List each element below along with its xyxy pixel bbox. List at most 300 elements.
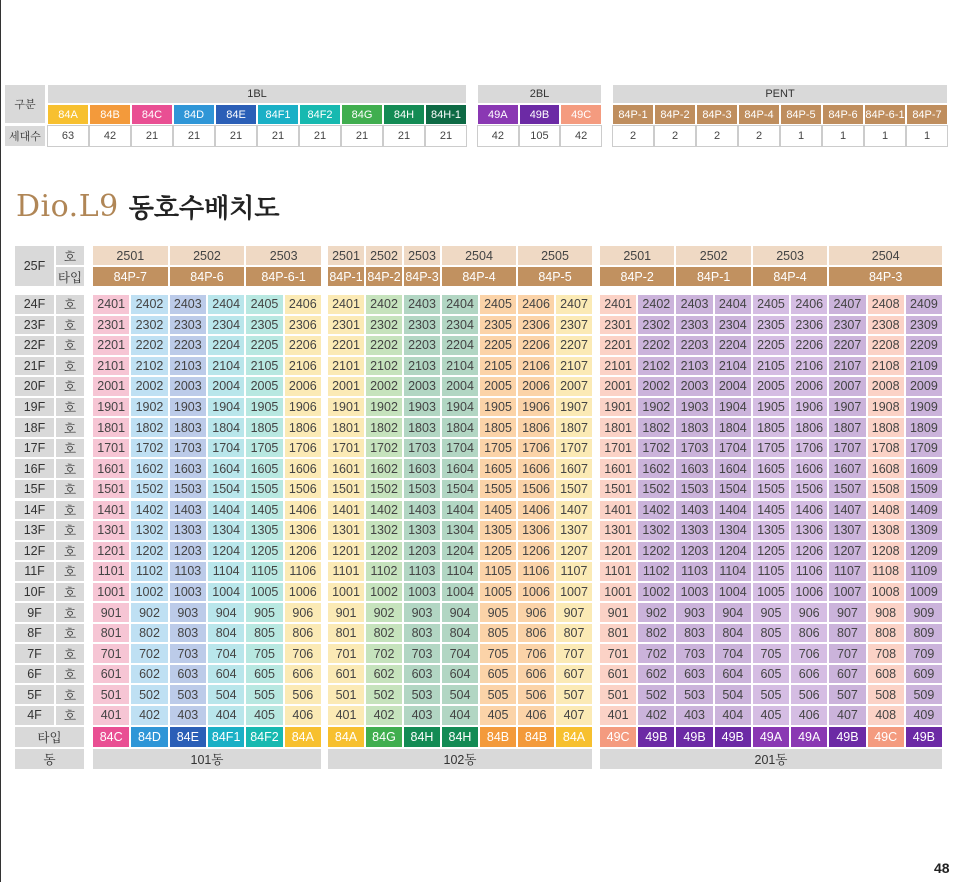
- unit-cell: 1409: [905, 500, 943, 521]
- unit-cell: 1606: [790, 458, 828, 479]
- unit-cell: 1302: [365, 520, 403, 541]
- unit-cell: 2401: [92, 294, 130, 315]
- unit-cell: 502: [130, 684, 168, 705]
- unit-cell: 606: [517, 664, 555, 685]
- unit-cell: 609: [905, 664, 943, 685]
- unit-cell: 1801: [327, 417, 365, 438]
- unit-cell: 1807: [828, 417, 866, 438]
- unit-cell: 2006: [790, 376, 828, 397]
- unit-type-chip: 49A: [790, 726, 828, 748]
- unit-cell: 2301: [599, 315, 637, 336]
- unit-cell: 808: [867, 623, 905, 644]
- unit-cell: 702: [130, 643, 168, 664]
- unit-cell: 2001: [599, 376, 637, 397]
- ho-label: 호: [55, 623, 85, 644]
- unit-cell: 706: [517, 643, 555, 664]
- unit-cell: 1706: [790, 438, 828, 459]
- household-count: 21: [341, 125, 383, 147]
- unit-cell: 1901: [599, 397, 637, 418]
- unit-cell: 2206: [517, 335, 555, 356]
- unit-cell: 1804: [714, 417, 752, 438]
- unit-cell: 1703: [169, 438, 207, 459]
- unit-cell: 1106: [790, 561, 828, 582]
- unit-cell: 1903: [403, 397, 441, 418]
- unit-cell: 2404: [441, 294, 479, 315]
- unit-cell: 2103: [169, 356, 207, 377]
- unit-cell: 1303: [675, 520, 713, 541]
- page-number: 48: [934, 860, 950, 876]
- unit-cell: 1106: [517, 561, 555, 582]
- ho-label: 호: [55, 458, 85, 479]
- unit-cell: 1706: [284, 438, 322, 459]
- unit-cell: 905: [245, 602, 283, 623]
- floor-label: 5F: [14, 684, 55, 705]
- unit-cell: 706: [284, 643, 322, 664]
- unit-cell: 2102: [130, 356, 168, 377]
- unit-cell: 1003: [169, 582, 207, 603]
- unit-type-chip: 84C: [92, 726, 130, 748]
- unit-cell: 2404: [714, 294, 752, 315]
- unit-cell: 1709: [905, 438, 943, 459]
- unit-cell: 1401: [599, 500, 637, 521]
- unit-cell: 703: [675, 643, 713, 664]
- unit-cell: 1303: [169, 520, 207, 541]
- type-chip: 49B: [519, 104, 561, 125]
- unit-cell: 1604: [714, 458, 752, 479]
- unit-cell: 1608: [867, 458, 905, 479]
- unit-cell: 2004: [714, 376, 752, 397]
- unit-cell: 701: [327, 643, 365, 664]
- unit-cell: 407: [555, 705, 593, 726]
- unit-cell: 801: [92, 623, 130, 644]
- unit-cell: 402: [637, 705, 675, 726]
- penthouse-ho: 2501: [599, 245, 675, 266]
- household-count: 42: [477, 125, 519, 147]
- unit-type-chip: 49C: [867, 726, 905, 748]
- type-chip: 84P-5: [780, 104, 822, 125]
- unit-cell: 401: [327, 705, 365, 726]
- type-chip: 84F1: [257, 104, 299, 125]
- unit-cell: 404: [714, 705, 752, 726]
- unit-cell: 1407: [555, 500, 593, 521]
- unit-cell: 1702: [365, 438, 403, 459]
- unit-cell: 1109: [905, 561, 943, 582]
- unit-cell: 508: [867, 684, 905, 705]
- household-count: 63: [47, 125, 89, 147]
- unit-cell: 1102: [637, 561, 675, 582]
- unit-cell: 602: [365, 664, 403, 685]
- unit-cell: 2301: [92, 315, 130, 336]
- unit-cell: 905: [479, 602, 517, 623]
- household-count: 1: [864, 125, 906, 147]
- unit-cell: 1504: [714, 479, 752, 500]
- penthouse-type: 84P-7: [92, 266, 169, 287]
- unit-cell: 608: [867, 664, 905, 685]
- unit-cell: 1505: [752, 479, 790, 500]
- unit-cell: 505: [245, 684, 283, 705]
- floor-label: 19F: [14, 397, 55, 418]
- unit-cell: 1705: [752, 438, 790, 459]
- unit-cell: 1602: [365, 458, 403, 479]
- unit-cell: 1102: [130, 561, 168, 582]
- ho-label: 호: [55, 245, 85, 266]
- unit-cell: 1403: [169, 500, 207, 521]
- unit-cell: 1404: [714, 500, 752, 521]
- unit-cell: 906: [284, 602, 322, 623]
- unit-cell: 1903: [169, 397, 207, 418]
- unit-cell: 1305: [245, 520, 283, 541]
- unit-cell: 2306: [517, 315, 555, 336]
- unit-cell: 1802: [365, 417, 403, 438]
- unit-cell: 2201: [327, 335, 365, 356]
- type-chip: 84D: [173, 104, 215, 125]
- unit-cell: 2303: [169, 315, 207, 336]
- unit-cell: 401: [599, 705, 637, 726]
- unit-cell: 701: [599, 643, 637, 664]
- type-chip: 84P-4: [738, 104, 780, 125]
- unit-cell: 1902: [130, 397, 168, 418]
- unit-cell: 506: [790, 684, 828, 705]
- unit-cell: 2405: [752, 294, 790, 315]
- penthouse-type: 84P-4: [752, 266, 828, 287]
- unit-cell: 1509: [905, 479, 943, 500]
- unit-cell: 2205: [245, 335, 283, 356]
- unit-cell: 1406: [790, 500, 828, 521]
- unit-cell: 1005: [752, 582, 790, 603]
- type-chip: 84P-6-1: [864, 104, 906, 125]
- unit-cell: 2103: [403, 356, 441, 377]
- unit-cell: 1308: [867, 520, 905, 541]
- household-count: 2: [696, 125, 738, 147]
- unit-cell: 1201: [327, 541, 365, 562]
- unit-cell: 505: [479, 684, 517, 705]
- unit-cell: 1707: [555, 438, 593, 459]
- unit-cell: 902: [365, 602, 403, 623]
- unit-cell: 1904: [207, 397, 245, 418]
- penthouse-type: 84P-3: [403, 266, 441, 287]
- unit-cell: 1901: [92, 397, 130, 418]
- ho-label: 호: [55, 397, 85, 418]
- unit-cell: 1902: [365, 397, 403, 418]
- unit-cell: 501: [92, 684, 130, 705]
- unit-cell: 2005: [479, 376, 517, 397]
- unit-cell: 2406: [284, 294, 322, 315]
- page-title: [16, 186, 279, 226]
- ho-label: 호: [55, 541, 85, 562]
- unit-cell: 2303: [403, 315, 441, 336]
- unit-cell: 1206: [284, 541, 322, 562]
- unit-cell: 406: [790, 705, 828, 726]
- unit-cell: 505: [752, 684, 790, 705]
- ho-label: 호: [55, 705, 85, 726]
- unit-cell: 2009: [905, 376, 943, 397]
- unit-cell: 1906: [790, 397, 828, 418]
- unit-cell: 1901: [327, 397, 365, 418]
- ho-label: 호: [55, 294, 85, 315]
- ho-label: 호: [55, 479, 85, 500]
- unit-cell: 2104: [441, 356, 479, 377]
- unit-cell: 1004: [714, 582, 752, 603]
- unit-cell: 1002: [365, 582, 403, 603]
- unit-cell: 2308: [867, 315, 905, 336]
- floor-label: 16F: [14, 458, 55, 479]
- unit-type-chip: 84H: [441, 726, 479, 748]
- unit-cell: 1503: [675, 479, 713, 500]
- floor-label: 14F: [14, 500, 55, 521]
- floor-label: 15F: [14, 479, 55, 500]
- penthouse-ho: 2501: [92, 245, 169, 266]
- unit-cell: 1009: [905, 582, 943, 603]
- unit-cell: 2304: [207, 315, 245, 336]
- unit-cell: 1607: [828, 458, 866, 479]
- penthouse-ho: 2503: [245, 245, 322, 266]
- households-label: 세대수: [4, 125, 46, 147]
- category-label: 구분: [4, 84, 46, 124]
- unit-cell: 1301: [92, 520, 130, 541]
- unit-cell: 1005: [479, 582, 517, 603]
- unit-cell: 2206: [284, 335, 322, 356]
- unit-cell: 1604: [207, 458, 245, 479]
- household-count: 2: [654, 125, 696, 147]
- unit-cell: 1503: [403, 479, 441, 500]
- unit-cell: 1705: [245, 438, 283, 459]
- unit-cell: 1803: [403, 417, 441, 438]
- unit-cell: 2406: [517, 294, 555, 315]
- unit-cell: 1006: [284, 582, 322, 603]
- unit-cell: 2107: [828, 356, 866, 377]
- unit-cell: 403: [403, 705, 441, 726]
- unit-cell: 1309: [905, 520, 943, 541]
- unit-cell: 504: [207, 684, 245, 705]
- unit-cell: 2106: [517, 356, 555, 377]
- unit-cell: 1607: [555, 458, 593, 479]
- type-chip: 84H: [383, 104, 425, 125]
- floor-label: 20F: [14, 376, 55, 397]
- unit-cell: 1603: [169, 458, 207, 479]
- unit-cell: 1701: [327, 438, 365, 459]
- unit-cell: 1708: [867, 438, 905, 459]
- unit-cell: 803: [675, 623, 713, 644]
- unit-cell: 1405: [479, 500, 517, 521]
- unit-type-chip: 84A: [327, 726, 365, 748]
- floor-label: 22F: [14, 335, 55, 356]
- unit-cell: 1101: [327, 561, 365, 582]
- unit-type-chip: 84B: [517, 726, 555, 748]
- unit-cell: 2303: [675, 315, 713, 336]
- penthouse-ho: 2503: [752, 245, 828, 266]
- unit-cell: 2406: [790, 294, 828, 315]
- unit-cell: 403: [675, 705, 713, 726]
- group-header: 1BL: [47, 84, 467, 104]
- unit-cell: 1401: [92, 500, 130, 521]
- penthouse-ho: 2502: [675, 245, 751, 266]
- unit-cell: 2101: [327, 356, 365, 377]
- unit-cell: 2103: [675, 356, 713, 377]
- ho-label: 호: [55, 643, 85, 664]
- unit-cell: 2002: [637, 376, 675, 397]
- unit-cell: 907: [828, 602, 866, 623]
- unit-cell: 1103: [403, 561, 441, 582]
- unit-cell: 2305: [479, 315, 517, 336]
- unit-cell: 2302: [637, 315, 675, 336]
- unit-cell: 908: [867, 602, 905, 623]
- unit-cell: 1202: [637, 541, 675, 562]
- unit-cell: 1201: [92, 541, 130, 562]
- unit-cell: 1905: [752, 397, 790, 418]
- unit-cell: 802: [130, 623, 168, 644]
- unit-type-chip: 84A: [284, 726, 322, 748]
- unit-cell: 806: [790, 623, 828, 644]
- unit-cell: 1609: [905, 458, 943, 479]
- floor-label: 21F: [14, 356, 55, 377]
- penthouse-type: 84P-3: [828, 266, 943, 287]
- unit-cell: 2407: [555, 294, 593, 315]
- unit-cell: 602: [130, 664, 168, 685]
- unit-cell: 702: [365, 643, 403, 664]
- unit-type-chip: 84A: [555, 726, 593, 748]
- unit-cell: 1006: [517, 582, 555, 603]
- unit-cell: 1304: [714, 520, 752, 541]
- unit-cell: 806: [517, 623, 555, 644]
- unit-cell: 1207: [828, 541, 866, 562]
- unit-cell: 1907: [828, 397, 866, 418]
- unit-cell: 2007: [555, 376, 593, 397]
- unit-cell: 1206: [517, 541, 555, 562]
- type-chip: 84F2: [299, 104, 341, 125]
- unit-cell: 1507: [555, 479, 593, 500]
- unit-cell: 2104: [207, 356, 245, 377]
- unit-cell: 2306: [284, 315, 322, 336]
- unit-cell: 1808: [867, 417, 905, 438]
- unit-cell: 1809: [905, 417, 943, 438]
- unit-cell: 1004: [207, 582, 245, 603]
- floor-label: 25F: [14, 245, 55, 287]
- unit-cell: 1704: [441, 438, 479, 459]
- unit-cell: 504: [714, 684, 752, 705]
- unit-cell: 1904: [441, 397, 479, 418]
- unit-cell: 1101: [92, 561, 130, 582]
- unit-cell: 1202: [130, 541, 168, 562]
- unit-cell: 1205: [752, 541, 790, 562]
- unit-cell: 1606: [517, 458, 555, 479]
- unit-type-chip: 84H: [403, 726, 441, 748]
- unit-cell: 2007: [828, 376, 866, 397]
- unit-cell: 1003: [675, 582, 713, 603]
- unit-cell: 501: [327, 684, 365, 705]
- ho-label: 호: [55, 684, 85, 705]
- penthouse-type: 84P-1: [327, 266, 365, 287]
- unit-cell: 1305: [479, 520, 517, 541]
- unit-cell: 2108: [867, 356, 905, 377]
- unit-cell: 602: [637, 664, 675, 685]
- floor-label: 13F: [14, 520, 55, 541]
- unit-cell: 1206: [790, 541, 828, 562]
- unit-cell: 1701: [599, 438, 637, 459]
- household-count: 21: [383, 125, 425, 147]
- ho-label: 호: [55, 664, 85, 685]
- unit-cell: 2404: [207, 294, 245, 315]
- unit-cell: 1605: [245, 458, 283, 479]
- unit-cell: 1404: [207, 500, 245, 521]
- unit-cell: 2402: [130, 294, 168, 315]
- unit-cell: 901: [327, 602, 365, 623]
- unit-cell: 1703: [403, 438, 441, 459]
- unit-cell: 2407: [828, 294, 866, 315]
- unit-cell: 1506: [284, 479, 322, 500]
- unit-cell: 1007: [828, 582, 866, 603]
- penthouse-ho: 2502: [169, 245, 246, 266]
- unit-cell: 1603: [403, 458, 441, 479]
- unit-cell: 2105: [752, 356, 790, 377]
- type-chip: 84P-7: [906, 104, 948, 125]
- unit-cell: 903: [169, 602, 207, 623]
- unit-cell: 2203: [675, 335, 713, 356]
- unit-cell: 801: [327, 623, 365, 644]
- unit-cell: 1107: [555, 561, 593, 582]
- unit-cell: 404: [441, 705, 479, 726]
- unit-cell: 1801: [599, 417, 637, 438]
- building-name: 201동: [599, 748, 943, 770]
- type-chip: 84A: [47, 104, 89, 125]
- ho-label: 호: [55, 582, 85, 603]
- unit-cell: 1006: [790, 582, 828, 603]
- unit-cell: 1803: [675, 417, 713, 438]
- unit-cell: 2106: [790, 356, 828, 377]
- unit-type-chip: 49B: [637, 726, 675, 748]
- household-count: 42: [89, 125, 131, 147]
- unit-cell: 701: [92, 643, 130, 664]
- unit-cell: 1001: [599, 582, 637, 603]
- penthouse-type: 84P-1: [675, 266, 751, 287]
- penthouse-type: 84P-2: [365, 266, 403, 287]
- unit-cell: 2004: [207, 376, 245, 397]
- unit-cell: 703: [169, 643, 207, 664]
- unit-cell: 601: [599, 664, 637, 685]
- unit-cell: 2401: [599, 294, 637, 315]
- unit-cell: 607: [828, 664, 866, 685]
- unit-cell: 1402: [365, 500, 403, 521]
- penthouse-type: 84P-5: [517, 266, 593, 287]
- unit-cell: 801: [599, 623, 637, 644]
- type-chip: 84H-1: [425, 104, 467, 125]
- unit-cell: 1605: [752, 458, 790, 479]
- unit-cell: 1307: [828, 520, 866, 541]
- unit-cell: 1801: [92, 417, 130, 438]
- unit-cell: 605: [245, 664, 283, 685]
- unit-cell: 1204: [207, 541, 245, 562]
- penthouse-ho: 2505: [517, 245, 593, 266]
- unit-cell: 2101: [599, 356, 637, 377]
- household-count: 21: [173, 125, 215, 147]
- unit-cell: 604: [207, 664, 245, 685]
- unit-cell: 606: [284, 664, 322, 685]
- page-edge-line: [0, 0, 1, 882]
- unit-cell: 1908: [867, 397, 905, 418]
- unit-cell: 1501: [599, 479, 637, 500]
- unit-cell: 904: [714, 602, 752, 623]
- unit-cell: 2202: [130, 335, 168, 356]
- unit-cell: 2202: [637, 335, 675, 356]
- unit-cell: 905: [752, 602, 790, 623]
- unit-cell: 1002: [637, 582, 675, 603]
- unit-type-chip: 84F2: [245, 726, 283, 748]
- unit-cell: 704: [714, 643, 752, 664]
- unit-cell: 401: [92, 705, 130, 726]
- unit-cell: 903: [675, 602, 713, 623]
- unit-cell: 1904: [714, 397, 752, 418]
- unit-cell: 806: [284, 623, 322, 644]
- unit-cell: 1302: [130, 520, 168, 541]
